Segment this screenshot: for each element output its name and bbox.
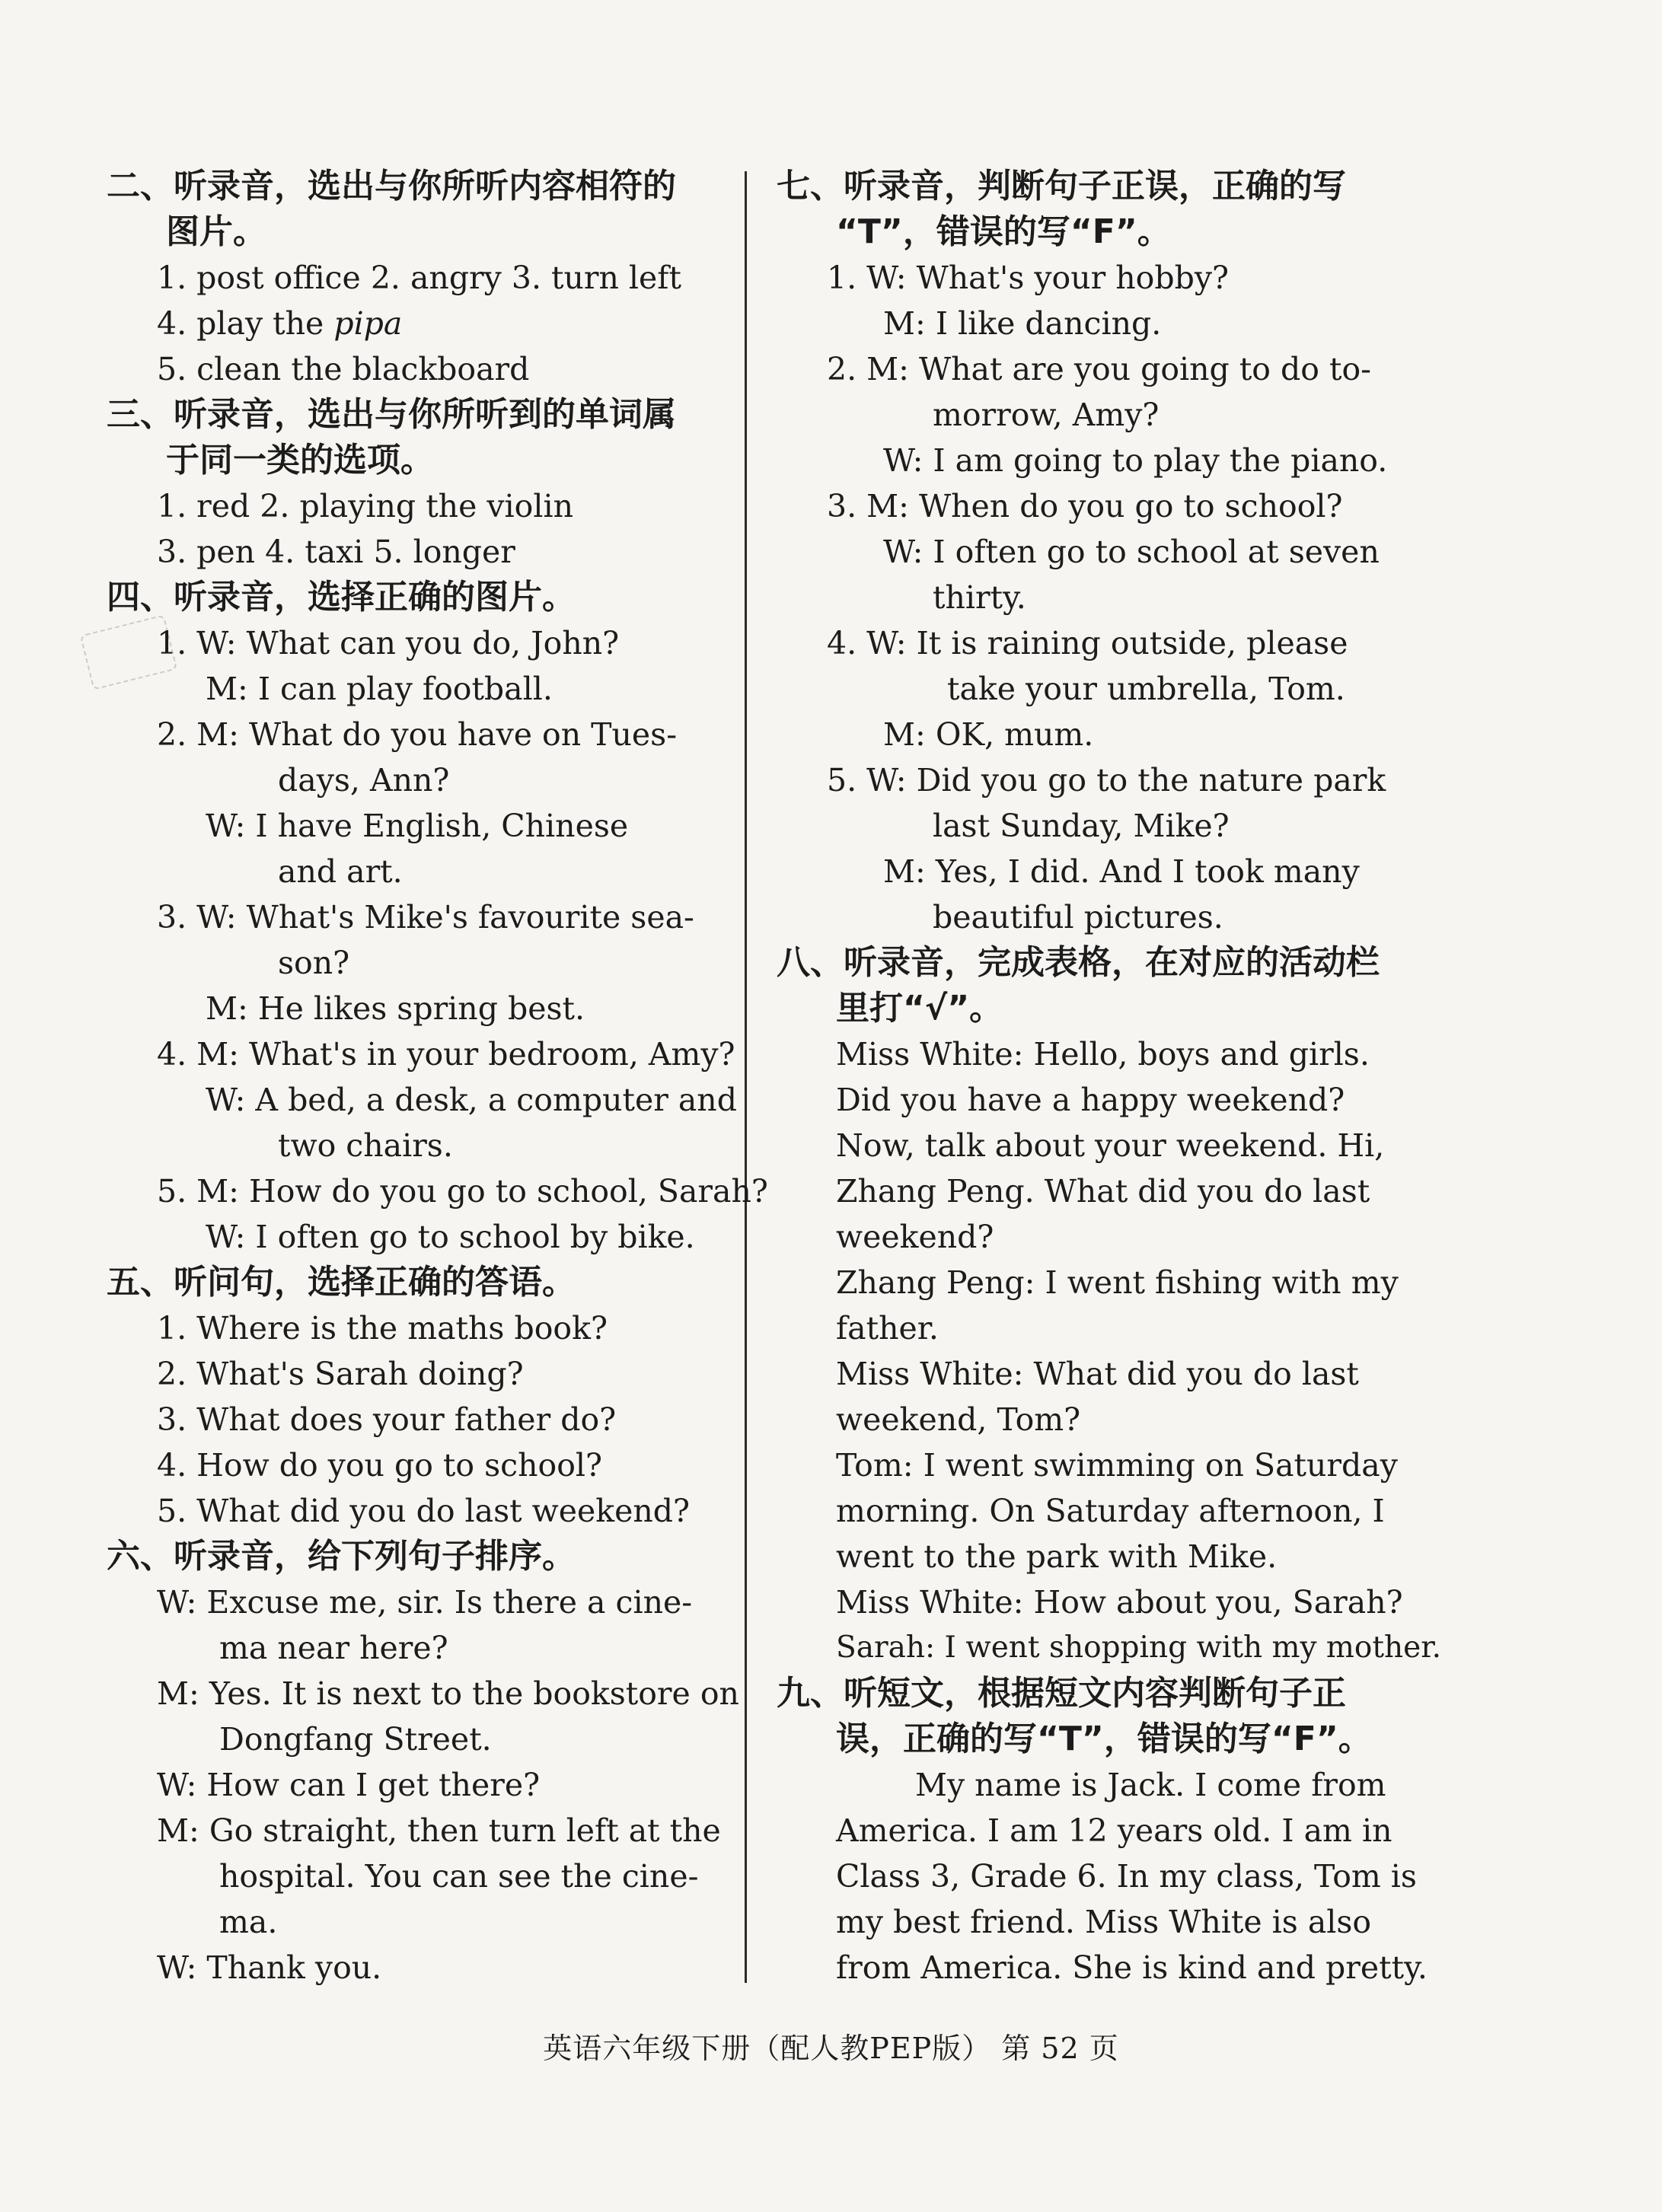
text-line: 3. W: What's Mike's favourite sea- (157, 899, 694, 935)
text-line: 1. W: What can you do, John? (157, 625, 620, 661)
section-7-heading: 七、听录音，判断句子正误，正确的写 “T”，错误的写“F”。 (777, 167, 1346, 251)
text-line: W: I have English, Chinese (206, 808, 629, 844)
text-line: two chairs. (278, 1127, 453, 1164)
text-line: my best friend. Miss White is also (836, 1904, 1372, 1940)
text-line: days, Ann? (278, 762, 450, 798)
text-line: 1. Where is the maths book? (157, 1310, 608, 1347)
text-line: take your umbrella, Tom. (947, 671, 1345, 707)
text-line: Dongfang Street. (219, 1721, 492, 1758)
text-line: 2. M: What are you going to do to- (827, 351, 1371, 387)
text-line: 4. M: What's in your bedroom, Amy? (157, 1036, 735, 1073)
text-line: ma near here? (219, 1630, 448, 1666)
section-3-heading: 三、听录音，选出与你所听到的单词属 于同一类的选项。 (107, 395, 676, 480)
text-line: W: I often go to school by bike. (206, 1219, 695, 1255)
text-line: M: I can play football. (206, 671, 553, 707)
text-line: M: Yes. It is next to the bookstore on (157, 1675, 739, 1712)
text-line: Now, talk about your weekend. Hi, (836, 1127, 1385, 1164)
text-line: son? (278, 945, 350, 981)
text-line: ma. (219, 1904, 278, 1940)
text-line: W: I often go to school at seven (883, 534, 1380, 570)
text-line: 1. W: What's your hobby? (827, 260, 1229, 296)
text-line: morrow, Amy? (933, 397, 1160, 433)
text-line: M: He likes spring best. (206, 990, 585, 1027)
text-line: went to the park with Mike. (836, 1538, 1278, 1575)
text-line: 4. W: It is raining outside, please (827, 625, 1348, 661)
text-line: My name is Jack. I come from (915, 1767, 1386, 1803)
text-line: M: OK, mum. (883, 716, 1094, 753)
text-line: from America. She is kind and pretty. (836, 1949, 1428, 1986)
text-line: M: Yes, I did. And I took many (883, 853, 1360, 890)
section-4-heading: 四、听录音，选择正确的图片。 (107, 578, 576, 617)
column-divider (745, 171, 747, 1983)
text-line: 5. clean the blackboard (157, 351, 530, 387)
text-line: Class 3, Grade 6. In my class, Tom is (836, 1858, 1417, 1895)
text-line: weekend? (836, 1219, 994, 1255)
text-line: 5. What did you do last weekend? (157, 1493, 691, 1529)
text-line: 5. M: How do you go to school, Sarah? (157, 1173, 768, 1210)
text-line: Miss White: Hello, boys and girls. (836, 1036, 1370, 1073)
text-line: Miss White: How about you, Sarah? (836, 1584, 1403, 1621)
text-line: M: I like dancing. (883, 305, 1162, 342)
text-line: Zhang Peng. What did you do last (836, 1173, 1370, 1210)
text-line: Miss White: What did you do last (836, 1356, 1359, 1392)
text-line: 1. post office 2. angry 3. turn left (157, 260, 681, 296)
section-5-heading: 五、听问句，选择正确的答语。 (107, 1263, 576, 1302)
text-line: W: Excuse me, sir. Is there a cine- (157, 1584, 693, 1621)
text-line: and art. (278, 853, 403, 890)
right-column (777, 164, 1442, 1990)
text-line: hospital. You can see the cine- (219, 1858, 699, 1895)
text-line: Sarah: I went shopping with my mother. (836, 1630, 1442, 1665)
text-line: 5. W: Did you go to the nature park (827, 762, 1386, 798)
text-line: W: How can I get there? (157, 1767, 541, 1803)
text-line: 4. play the pipa (157, 305, 403, 342)
text-line: beautiful pictures. (933, 899, 1223, 935)
text-line: weekend, Tom? (836, 1401, 1081, 1438)
text-line: America. I am 12 years old. I am in (836, 1812, 1392, 1849)
text-line: Zhang Peng: I went fishing with my (836, 1264, 1399, 1301)
text-line: Did you have a happy weekend? (836, 1082, 1345, 1118)
text-line: father. (836, 1310, 939, 1347)
text-line: 3. What does your father do? (157, 1401, 617, 1438)
text-line: 2. M: What do you have on Tues- (157, 716, 678, 753)
left-column (107, 164, 768, 1990)
text-line: M: Go straight, then turn left at the (157, 1812, 721, 1849)
text-line: 1. red 2. playing the violin (157, 488, 573, 524)
text-line: Tom: I went swimming on Saturday (836, 1447, 1398, 1484)
text-line: 2. What's Sarah doing? (157, 1356, 524, 1392)
text-line: morning. On Saturday afternoon, I (836, 1493, 1385, 1529)
text-line: 3. M: When do you go to school? (827, 488, 1343, 524)
text-line: thirty. (933, 579, 1026, 616)
section-9-heading: 九、听短文，根据短文内容判断句子正 误，正确的写“T”，错误的写“F”。 (777, 1674, 1372, 1758)
section-8-heading: 八、听录音，完成表格，在对应的活动栏 里打“√”。 (777, 943, 1380, 1028)
page-footer: 英语六年级下册（配人教PEP版） 第 52 页 (543, 2032, 1119, 2065)
text-line: 3. pen 4. taxi 5. longer (157, 534, 515, 570)
text-line: last Sunday, Mike? (933, 808, 1230, 844)
text-line: 4. How do you go to school? (157, 1447, 602, 1484)
section-2-heading: 二、听录音，选出与你所听内容相符的 图片。 (107, 167, 676, 251)
text-line: W: A bed, a desk, a computer and (206, 1082, 737, 1118)
text-line: W: Thank you. (157, 1949, 382, 1986)
text-line: W: I am going to play the piano. (883, 442, 1388, 479)
section-6-heading: 六、听录音，给下列句子排序。 (107, 1537, 576, 1576)
